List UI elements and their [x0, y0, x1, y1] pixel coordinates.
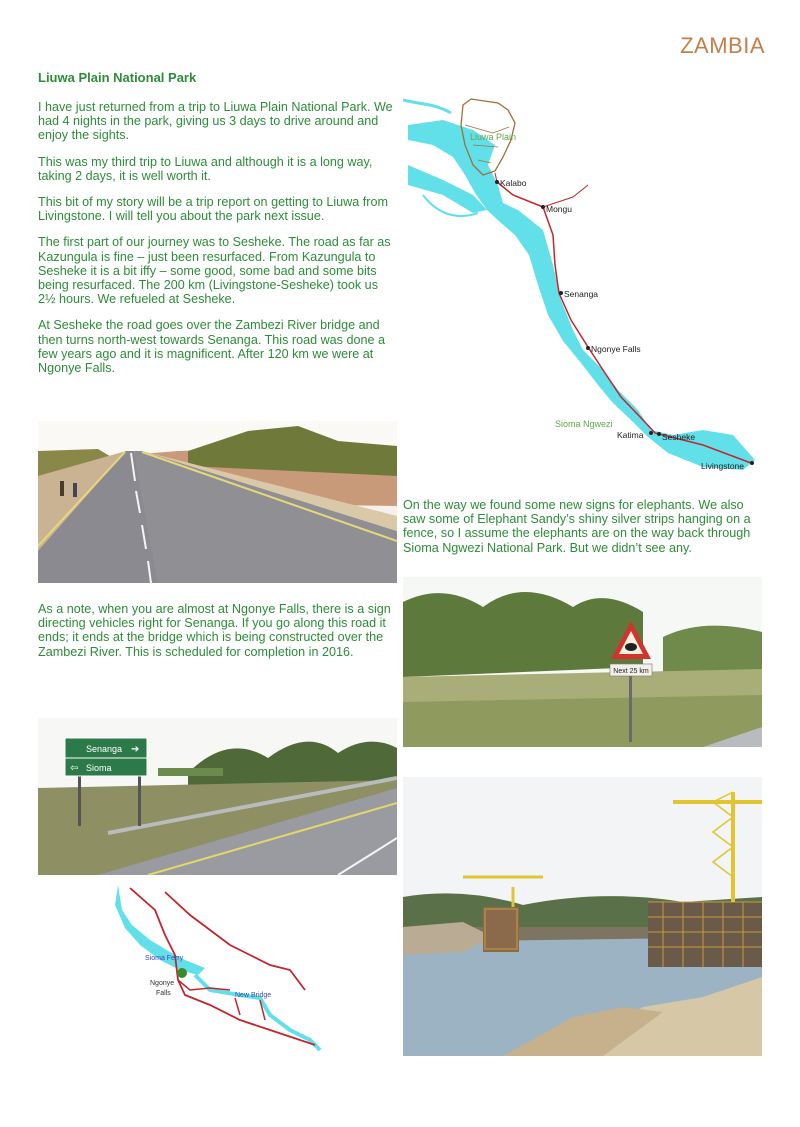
map-label-kalabo: Kalabo [500, 178, 527, 188]
map-label-livingstone: Livingstone [701, 461, 745, 471]
arrow-left-icon: ⇦ [70, 763, 79, 774]
map-label-senanga: Senanga [564, 289, 599, 299]
paragraph: At Sesheke the road goes over the Zambezi River bridge and then turns north-west towards Senanga. This road was done a few years ago and it is magnificent. After 120 km we were at Ngonye Falls. [38, 318, 385, 376]
map-label-mongu: Mongu [546, 204, 572, 214]
map-label-katima: Katima [617, 430, 644, 440]
country-heading: ZAMBIA [680, 33, 765, 58]
note-text [38, 602, 398, 671]
falls-map-label-ngonye: Ngonye [150, 980, 175, 987]
map-label-ngonye-falls: Ngonye Falls [591, 344, 641, 354]
map-label-sesheke: Sesheke [662, 432, 696, 442]
bridge-construction-photo [403, 777, 762, 1056]
paragraph: As a note, when you are almost at Ngonye Falls, there is a sign directing vehicles right for Senanga. If you go along this road it ends; it ends at the bridge which is being constructed over the Zambezi River. This is scheduled for completion in 2016. [38, 602, 391, 659]
falls-map [110, 880, 332, 1058]
paragraph: I have just returned from a trip to Liuwa Plain National Park. We had 4 nights in the park, giving us 3 days to drive around and enjoy the sights. [38, 100, 393, 143]
paragraph: This was my third trip to Liuwa and although it is a long way, taking 2 days, it is well worth it. [38, 154, 373, 183]
map-label-sioma-ngwezi: Sioma Ngwezi [555, 419, 613, 429]
falls-map-label-new-bridge: New Bridge [235, 992, 272, 999]
elephant-sign-plate: Next 25 km [613, 668, 649, 675]
road-sign-photo [38, 718, 397, 875]
road-sign-sioma: Sioma [86, 763, 112, 773]
elephant-sign-photo [403, 577, 762, 747]
paragraph: On the way we found some new signs for elephants. We also saw some of Elephant Sandy’s shiny silver strips hanging on a fence, so I assume the elephants are on the way back through Sioma Ngwezi National Park. But we didn’t see any. [403, 498, 751, 555]
paragraph: The first part of our journey was to Sesheke. The road as far as Kazungula is fine – just been resurfaced. From Kazungula to Sesheke it is a bit iffy – some good, some bad and some bits being resurfaced. The 200 km (Livingstone-Sesheke) took us 2½ hours. We refueled at Sesheke. [38, 235, 391, 307]
elephants-text [403, 498, 763, 567]
route-map [403, 85, 765, 485]
road-sign-senanga: Senanga [86, 744, 123, 754]
falls-map-label-falls: Falls [156, 990, 171, 997]
paragraph: This bit of my story will be a trip report on getting to Liuwa from Livingstone. I will tell you about the park next issue. [38, 195, 388, 224]
article-title: Liuwa Plain National Park [38, 70, 197, 85]
road-photo [38, 421, 397, 583]
arrow-right-icon: ➔ [131, 744, 140, 755]
falls-map-label-ferry: Sioma Ferry [145, 955, 184, 962]
intro-text [38, 100, 398, 387]
map-label-liuwa-plain: Liuwa Plain [470, 132, 517, 142]
